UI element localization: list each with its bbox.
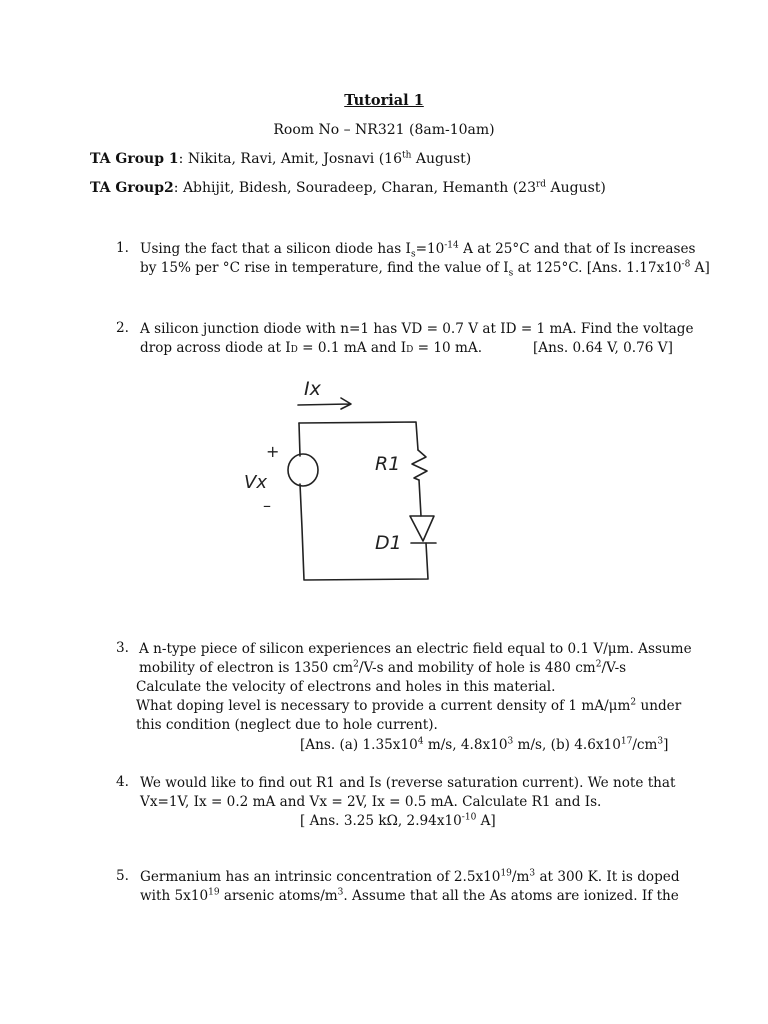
circuit-wire [300,484,428,580]
plus-sign: + [266,442,280,461]
ta-group-2: TA Group2: Abhijit, Bidesh, Souradeep, Charan, Hemanth (23rd August) [90,179,606,196]
circuit-wire [299,422,418,450]
question-2-answer: [Ans. 0.64 V, 0.76 V] [533,340,673,356]
diode-icon [410,516,436,543]
question-2-number: 2. [116,320,129,336]
voltage-source-icon [288,454,318,486]
resistor-icon [412,450,427,480]
ta-group-1: TA Group 1: Nikita, Ravi, Amit, Josnavi (16th August) [90,150,472,167]
question-4-number: 4. [116,774,129,790]
question-2: A silicon junction diode with n=1 has VD = 0.7 V at ID = 1 mA. Find the voltage drop across diode at ID = 0.1 mA and ID = 10 mA. [140,321,694,356]
page-title: Tutorial 1 [344,92,424,109]
question-1: Using the fact that a silicon diode has $I_s=10^{-14}$ A at 25°C and that of Is increases by 15% per °C rise in temperature, find the value of $I_s$ at 125°C. [Ans. $1.17x10^{-8}$ A] [140,240,710,279]
question-4-answer: [ Ans. 3.25 kΩ, $2.94x10^{-10}$ A] [300,812,496,829]
question-5: Germanium has an intrinsic concentration of $2.5x10^{19}/m^3$ at 300 K. It is doped with $5x10^{19}$ arsenic atoms/$m^3$. Assume that all the As atoms are ionized. If the [140,868,680,904]
question-1-number: 1. [116,240,129,256]
ta-group-1-label: TA Group 1 [90,151,179,167]
question-3: A n-type piece of silicon experiences an electric field equal to 0.1 V/μm. Assume mobility of electron is 1350 $cm^2/V-s$ and mobility of hole is 480 $cm^2/V-s$ [139,641,692,676]
question-3-answer: [Ans. (a) $1.35x10^4$ m/s, $4.8x10^3$ m/s, (b) $4.6x10^{17}/cm^3$] [300,736,669,753]
resistor-label: R1 [375,453,401,475]
question-3-number: 3. [116,640,129,656]
diode-label: D1 [375,532,402,554]
question-4: We would like to find out R1 and Is (reverse saturation current). We note that Vx=1V, Ix = 0.2 mA and Vx = 2V, Ix = 0.5 mA. Calculate R1 and Is. [140,775,676,810]
circuit-wire [299,423,300,456]
minus-sign: – [263,496,271,515]
room-info: Room No – NR321 (8am-10am) [273,122,495,138]
question-5-number: 5. [116,868,129,884]
voltage-label: Vx [244,472,267,493]
circuit-diagram [230,368,460,588]
circuit-wire [419,480,421,516]
current-label: Ix [304,378,321,400]
question-3-cont: Calculate the velocity of electrons and holes in this material. What doping level is necessary to provide a current density of 1 $mA/\mu m^2$ under this condition (neglect due to hole current). [136,679,682,733]
ta-group-2-label: TA Group2 [90,180,174,196]
